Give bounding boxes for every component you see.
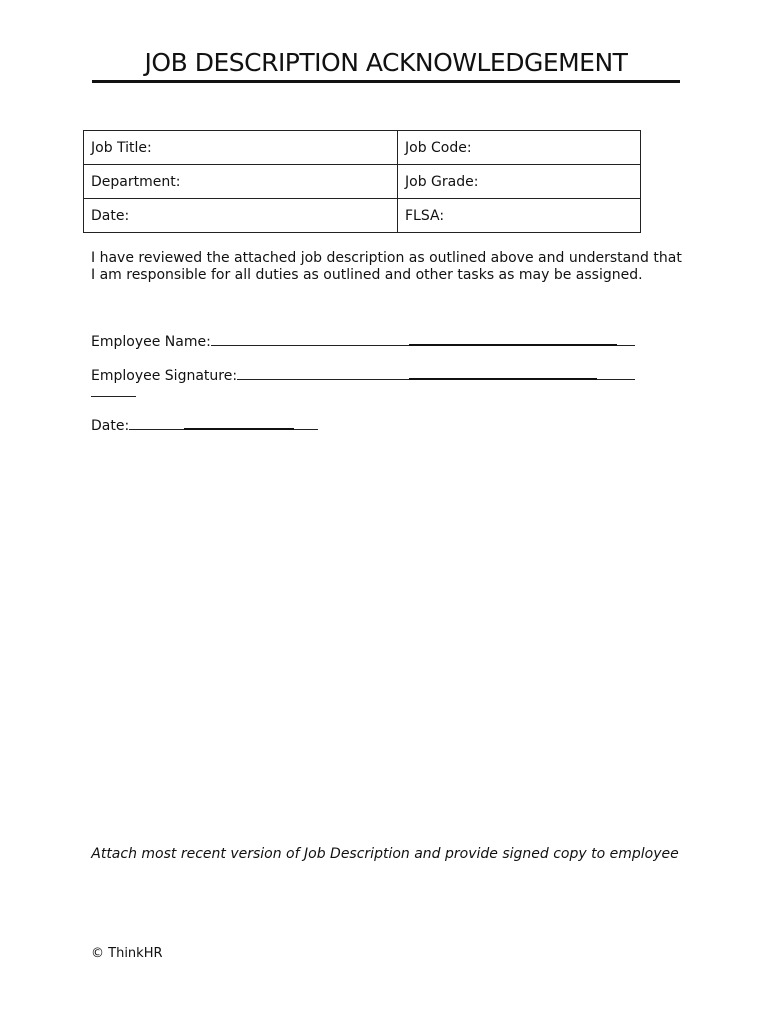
table-row	[84, 131, 641, 165]
document-title: JOB DESCRIPTION ACKNOWLEDGEMENT	[92, 46, 680, 83]
footer-instruction: Attach most recent version of Job Description and provide signed copy to employee	[91, 846, 679, 862]
job-code-field[interactable]: Job Code:	[398, 131, 641, 165]
date-signature-line	[91, 416, 318, 435]
employee-name-blank-heavy[interactable]	[409, 332, 617, 346]
employee-name-blank[interactable]	[211, 333, 409, 346]
employee-name-blank-tail[interactable]	[617, 333, 635, 346]
employee-signature-blank[interactable]	[237, 367, 409, 380]
copyright-notice: © ThinkHR	[91, 946, 163, 961]
statement-line: I am responsible for all duties as outlined and other tasks as may be assigned.	[91, 267, 643, 283]
employee-name-label: Employee Name:	[91, 334, 211, 350]
date-blank-tail[interactable]	[294, 417, 318, 430]
employee-signature-line-continued	[91, 384, 136, 402]
employee-signature-blank-heavy[interactable]	[409, 366, 597, 380]
job-info-table	[83, 130, 641, 233]
employee-signature-blank-wrap[interactable]	[91, 384, 136, 397]
employee-signature-label: Employee Signature:	[91, 368, 238, 384]
statement-line: I have reviewed the attached job description as outlined above and understand that	[91, 250, 682, 266]
date-blank-heavy[interactable]	[184, 416, 294, 430]
date-label: Date:	[91, 418, 130, 434]
employee-signature-line	[91, 366, 635, 385]
job-grade-field[interactable]: Job Grade:	[398, 165, 641, 199]
table-row	[84, 199, 641, 233]
job-title-field[interactable]: Job Title:	[84, 131, 398, 165]
employee-name-line	[91, 332, 635, 351]
employee-signature-blank-tail[interactable]	[597, 367, 635, 380]
date-blank[interactable]	[129, 417, 184, 430]
acknowledgement-statement	[91, 250, 691, 284]
date-field[interactable]: Date:	[84, 199, 398, 233]
flsa-field[interactable]: FLSA:	[398, 199, 641, 233]
department-field[interactable]: Department:	[84, 165, 398, 199]
table-row	[84, 165, 641, 199]
